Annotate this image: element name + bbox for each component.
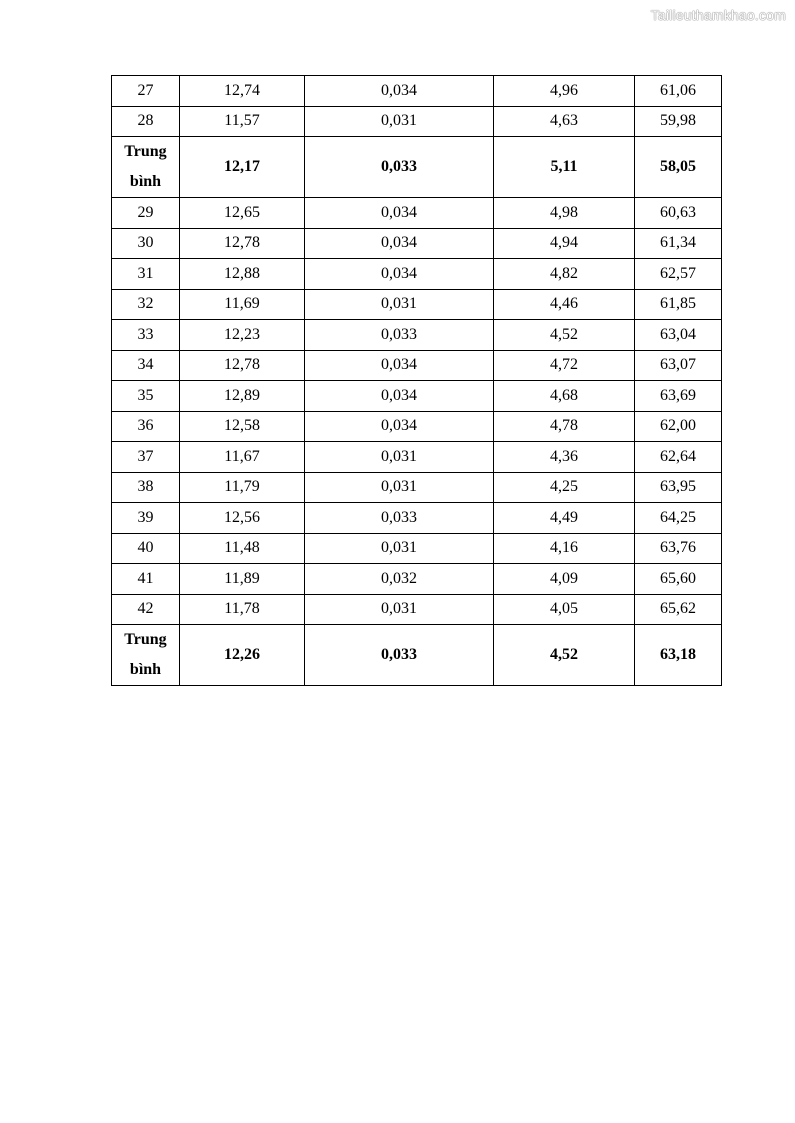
table-cell: 11,48 (180, 533, 305, 564)
table-cell: 0,033 (305, 503, 494, 534)
table-cell: 4,36 (494, 442, 635, 473)
row-index-cell: 35 (112, 381, 180, 412)
table-cell: 12,74 (180, 76, 305, 107)
table-cell: 4,72 (494, 350, 635, 381)
table-cell: 0,034 (305, 411, 494, 442)
table-cell: 4,63 (494, 106, 635, 137)
table-row (112, 320, 722, 351)
table-cell: 4,25 (494, 472, 635, 503)
row-index-cell: 33 (112, 320, 180, 351)
table-cell: 0,031 (305, 472, 494, 503)
table-cell: 11,57 (180, 106, 305, 137)
table-cell: 63,69 (635, 381, 722, 412)
table-row (112, 350, 722, 381)
table-cell: 12,78 (180, 228, 305, 259)
summary-row (112, 137, 722, 198)
table-cell: 64,25 (635, 503, 722, 534)
row-index-cell: 28 (112, 106, 180, 137)
table-cell: 4,96 (494, 76, 635, 107)
row-index-cell: 41 (112, 564, 180, 595)
table-cell: 62,00 (635, 411, 722, 442)
row-index-cell: 34 (112, 350, 180, 381)
row-index-cell: 39 (112, 503, 180, 534)
table-cell: 0,031 (305, 442, 494, 473)
table-row (112, 594, 722, 625)
table-cell: 4,78 (494, 411, 635, 442)
row-index-cell: 38 (112, 472, 180, 503)
table-cell: 4,46 (494, 289, 635, 320)
table-cell: 4,09 (494, 564, 635, 595)
table-cell: 0,034 (305, 76, 494, 107)
table-cell: 65,62 (635, 594, 722, 625)
table-cell: 0,034 (305, 381, 494, 412)
table-cell: 61,34 (635, 228, 722, 259)
table-cell: 62,64 (635, 442, 722, 473)
summary-label-cell (112, 625, 180, 686)
table-cell: 12,58 (180, 411, 305, 442)
row-index-cell: 27 (112, 76, 180, 107)
table-cell: 12,78 (180, 350, 305, 381)
table-cell: 11,78 (180, 594, 305, 625)
table-cell: 0,034 (305, 259, 494, 290)
data-table (111, 75, 722, 686)
table-cell: 63,04 (635, 320, 722, 351)
table-cell: 0,034 (305, 198, 494, 229)
table-cell: 0,032 (305, 564, 494, 595)
row-index-cell: 32 (112, 289, 180, 320)
table-cell: 4,94 (494, 228, 635, 259)
table-cell: 4,68 (494, 381, 635, 412)
table-row (112, 533, 722, 564)
table-cell: 11,79 (180, 472, 305, 503)
table-cell: 0,031 (305, 289, 494, 320)
table-cell: 62,57 (635, 259, 722, 290)
table-row (112, 472, 722, 503)
table-row (112, 411, 722, 442)
table-row (112, 564, 722, 595)
summary-cell: 63,18 (635, 625, 722, 686)
table-cell: 11,89 (180, 564, 305, 595)
table-cell: 0,033 (305, 320, 494, 351)
summary-cell: 58,05 (635, 137, 722, 198)
table-cell: 12,88 (180, 259, 305, 290)
watermark-text: Tailieuthamkhao.com (650, 7, 786, 23)
table-row (112, 228, 722, 259)
summary-row (112, 625, 722, 686)
summary-label-line1: Trung (124, 143, 167, 160)
row-index-cell: 40 (112, 533, 180, 564)
table-cell: 0,031 (305, 533, 494, 564)
table-row (112, 381, 722, 412)
row-index-cell: 29 (112, 198, 180, 229)
table-row (112, 259, 722, 290)
summary-cell: 0,033 (305, 625, 494, 686)
summary-cell: 4,52 (494, 625, 635, 686)
table-cell: 61,85 (635, 289, 722, 320)
summary-label-line2: bình (129, 173, 162, 190)
row-index-cell: 30 (112, 228, 180, 259)
summary-cell: 5,11 (494, 137, 635, 198)
table-row (112, 442, 722, 473)
table-cell: 61,06 (635, 76, 722, 107)
row-index-cell: 42 (112, 594, 180, 625)
table-row (112, 76, 722, 107)
table-cell: 63,07 (635, 350, 722, 381)
table-cell: 59,98 (635, 106, 722, 137)
table-cell: 0,034 (305, 228, 494, 259)
summary-label-line2: bình (129, 661, 162, 678)
table-cell: 12,65 (180, 198, 305, 229)
row-index-cell: 36 (112, 411, 180, 442)
table-cell: 12,23 (180, 320, 305, 351)
summary-cell: 12,26 (180, 625, 305, 686)
row-index-cell: 37 (112, 442, 180, 473)
table-cell: 0,031 (305, 594, 494, 625)
row-index-cell: 31 (112, 259, 180, 290)
table-cell: 63,76 (635, 533, 722, 564)
table-row (112, 503, 722, 534)
table-row (112, 106, 722, 137)
table-cell: 4,16 (494, 533, 635, 564)
table-cell: 4,82 (494, 259, 635, 290)
table-cell: 11,69 (180, 289, 305, 320)
table-cell: 63,95 (635, 472, 722, 503)
table-row (112, 198, 722, 229)
table-cell: 11,67 (180, 442, 305, 473)
table-cell: 0,034 (305, 350, 494, 381)
table-cell: 65,60 (635, 564, 722, 595)
table-cell: 4,05 (494, 594, 635, 625)
summary-cell: 12,17 (180, 137, 305, 198)
table-cell: 60,63 (635, 198, 722, 229)
summary-cell: 0,033 (305, 137, 494, 198)
table-cell: 4,98 (494, 198, 635, 229)
table-cell: 4,49 (494, 503, 635, 534)
table-cell: 0,031 (305, 106, 494, 137)
table-row (112, 289, 722, 320)
table-cell: 12,89 (180, 381, 305, 412)
summary-label-line1: Trung (124, 631, 167, 648)
table-cell: 12,56 (180, 503, 305, 534)
table-cell: 4,52 (494, 320, 635, 351)
summary-label-cell (112, 137, 180, 198)
